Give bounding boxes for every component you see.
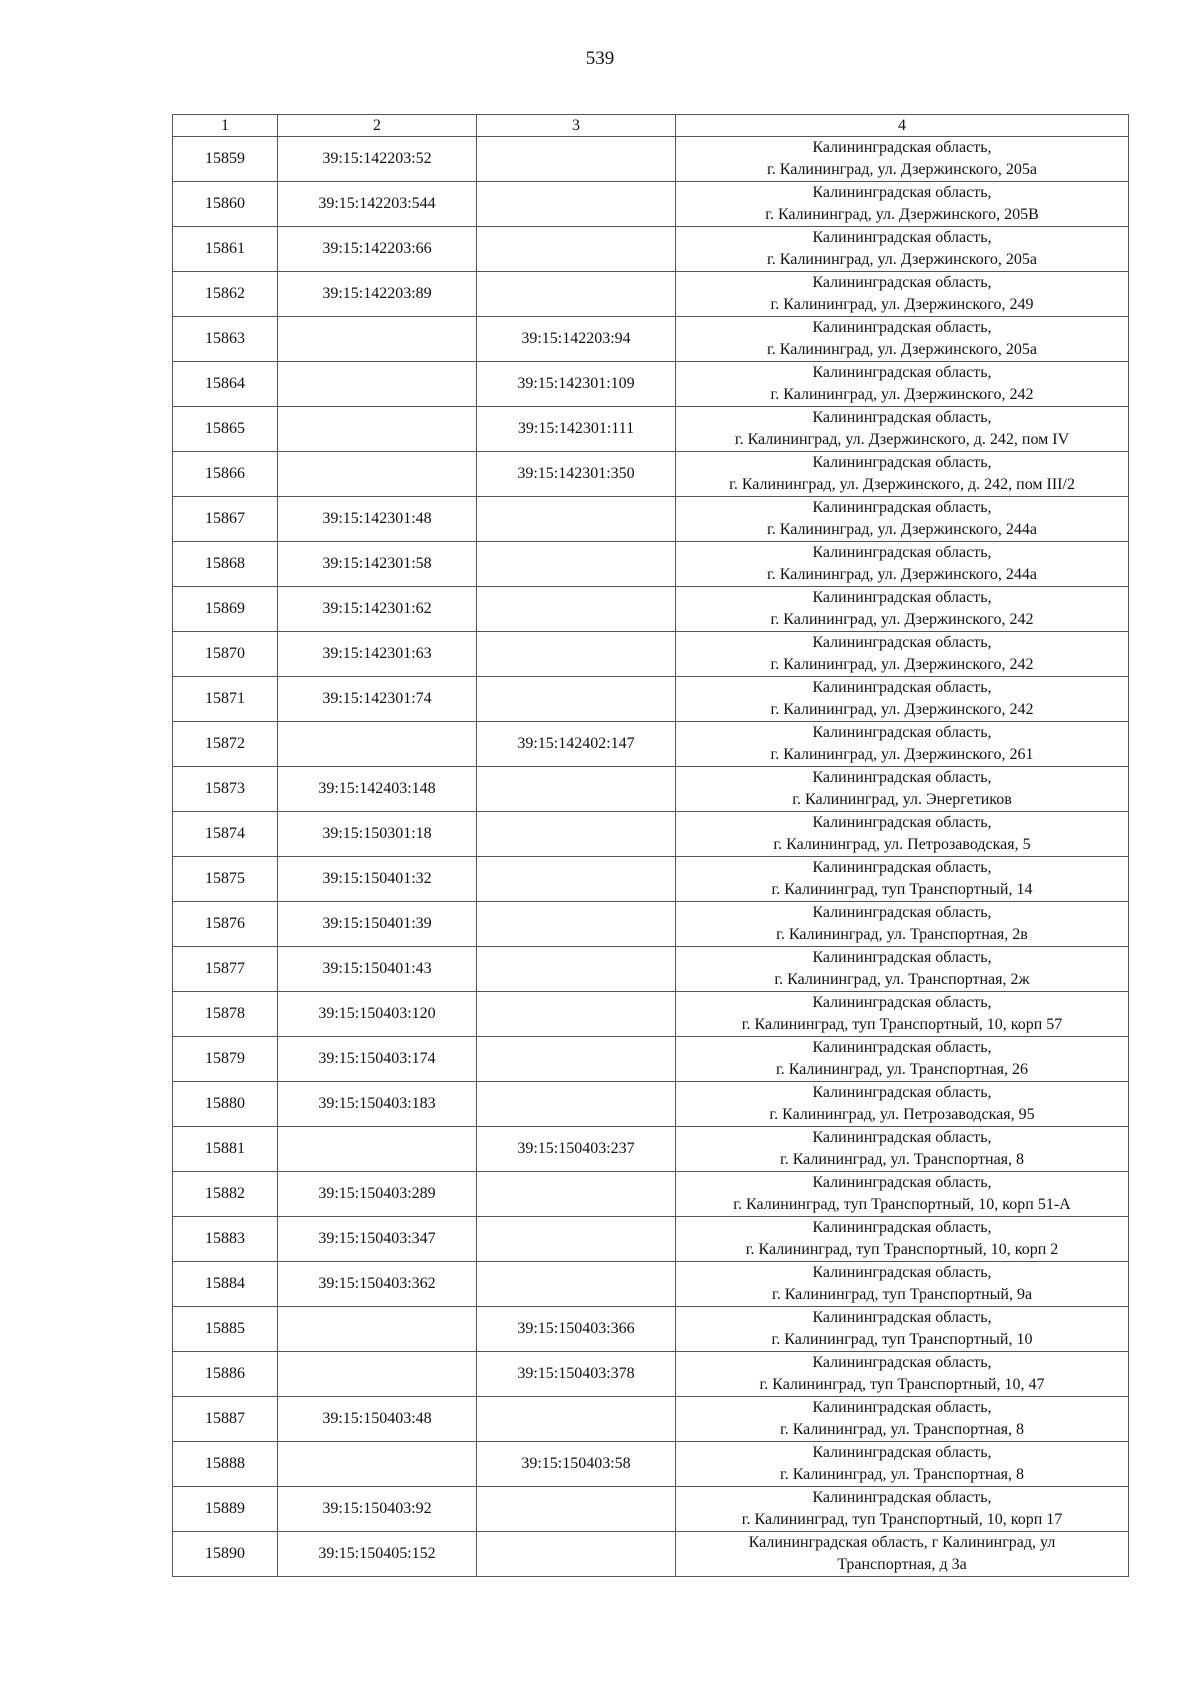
address-line-street: г. Калининград, ул. Дзержинского, 249 [770,296,1034,313]
address-line-street: г. Калининград, туп Транспортный, 10, корп 57 [741,1016,1063,1033]
cadastral-number-cell: 39:15:150403:92 [278,1487,477,1532]
cadastral-number-alt-cell [477,1082,676,1127]
cadastral-number-cell: 39:15:142203:89 [278,272,477,317]
address-line-region: Калининградская область, [812,679,992,696]
property-table [172,114,1129,1577]
table-row [173,407,1129,452]
row-number-cell: 15865 [173,407,278,452]
address-cell [676,137,1129,182]
address-cell [676,992,1129,1037]
table-row [173,137,1129,182]
cadastral-number-alt-cell [477,1262,676,1307]
address-line-region: Калининградская область, [812,994,992,1011]
address-cell [676,272,1129,317]
address-line-region: Калининградская область, [812,1354,992,1371]
address-line-region: Калининградская область, [812,769,992,786]
cadastral-number-cell: 39:15:142301:58 [278,542,477,587]
address-cell [676,407,1129,452]
row-number-cell: 15890 [173,1532,278,1577]
address-line-region: Калининградская область, [812,1264,992,1281]
address-cell [676,947,1129,992]
address-line-street: г. Калининград, ул. Дзержинского, 242 [770,701,1034,718]
row-number-cell: 15878 [173,992,278,1037]
address-line-street: г. Калининград, ул. Дзержинского, 261 [770,746,1034,763]
cadastral-number-alt-cell [477,947,676,992]
address-line-street: г. Калининград, ул. Дзержинского, 205а [766,161,1038,178]
row-number-cell: 15873 [173,767,278,812]
page-number: 539 [585,48,615,69]
address-cell [676,1532,1129,1577]
row-number-cell: 15867 [173,497,278,542]
address-line-region: Калининградская область, [812,409,992,426]
row-number-cell: 15862 [173,272,278,317]
cadastral-number-alt-cell [477,1037,676,1082]
table-row [173,227,1129,272]
cadastral-number-alt-cell: 39:15:142301:111 [477,407,676,452]
cadastral-number-cell: 39:15:150401:43 [278,947,477,992]
row-number-cell: 15881 [173,1127,278,1172]
row-number-cell: 15872 [173,722,278,767]
address-cell [676,1397,1129,1442]
row-number-cell: 15866 [173,452,278,497]
address-cell [676,227,1129,272]
row-number-cell: 15879 [173,1037,278,1082]
address-cell [676,1307,1129,1352]
cadastral-number-cell: 39:15:142403:148 [278,767,477,812]
header-cell-3: 3 [477,115,676,137]
address-line-region: Калининградская область, [812,1309,992,1326]
address-line-street: г. Калининград, туп Транспортный, 9а [771,1286,1033,1303]
table-row [173,1397,1129,1442]
table-row [173,1307,1129,1352]
address-line-region: Калининградская область, [812,139,992,156]
cadastral-number-alt-cell [477,272,676,317]
table-row [173,1532,1129,1577]
address-line-street: г. Калининград, ул. Петрозаводская, 5 [773,836,1031,853]
address-line-street: г. Калининград, ул. Транспортная, 2в [776,926,1028,943]
cadastral-number-cell: 39:15:150301:18 [278,812,477,857]
address-line-street: г. Калининград, туп Транспортный, 10, 47 [759,1376,1045,1393]
address-line-street: г. Калининград, ул. Дзержинского, 205а [766,251,1038,268]
table-row [173,272,1129,317]
address-cell [676,497,1129,542]
cadastral-number-alt-cell: 39:15:150403:58 [477,1442,676,1487]
row-number-cell: 15875 [173,857,278,902]
cadastral-number-cell: 39:15:150403:347 [278,1217,477,1262]
address-line-region: Калининградская область, [812,184,992,201]
cadastral-number-alt-cell [477,767,676,812]
address-line-street: г. Калининград, ул. Транспортная, 26 [775,1061,1029,1078]
cadastral-number-cell: 39:15:150401:32 [278,857,477,902]
table-row [173,992,1129,1037]
table-row [173,857,1129,902]
address-line-street: г. Калининград, ул. Петрозаводская, 95 [769,1106,1035,1123]
cadastral-number-alt-cell [477,1217,676,1262]
table-row [173,947,1129,992]
row-number-cell: 15885 [173,1307,278,1352]
header-cell-1: 1 [173,115,278,137]
address-line-region: Калининградская область, [812,634,992,651]
cadastral-number-alt-cell [477,1532,676,1577]
table-row [173,1037,1129,1082]
table-row [173,1352,1129,1397]
cadastral-number-alt-cell [477,677,676,722]
address-line-region: Калининградская область, г Калининград, ул [748,1534,1056,1551]
table-row [173,362,1129,407]
cadastral-number-alt-cell [477,182,676,227]
address-cell [676,587,1129,632]
cadastral-number-cell: 39:15:150403:48 [278,1397,477,1442]
address-cell [676,812,1129,857]
address-line-street: г. Калининград, туп Транспортный, 10, корп 2 [745,1241,1059,1258]
row-number-cell: 15882 [173,1172,278,1217]
cadastral-number-cell: 39:15:142301:74 [278,677,477,722]
cadastral-number-cell [278,452,477,497]
table-row [173,677,1129,722]
address-cell [676,362,1129,407]
address-line-region: Калининградская область, [812,904,992,921]
cadastral-number-cell: 39:15:150403:362 [278,1262,477,1307]
address-cell [676,1082,1129,1127]
address-line-region: Калининградская область, [812,1399,992,1416]
row-number-cell: 15877 [173,947,278,992]
cadastral-number-alt-cell: 39:15:150403:366 [477,1307,676,1352]
cadastral-number-alt-cell: 39:15:150403:378 [477,1352,676,1397]
table-row [173,1442,1129,1487]
address-cell [676,677,1129,722]
address-cell [676,182,1129,227]
address-line-region: Калининградская область, [812,1039,992,1056]
cadastral-number-alt-cell [477,812,676,857]
address-cell [676,542,1129,587]
table-row [173,452,1129,497]
address-line-street: г. Калининград, ул. Энергетиков [792,791,1012,808]
cadastral-number-alt-cell: 39:15:142203:94 [477,317,676,362]
row-number-cell: 15859 [173,137,278,182]
address-line-region: Калининградская область, [812,814,992,831]
row-number-cell: 15860 [173,182,278,227]
row-number-cell: 15871 [173,677,278,722]
table-row [173,1172,1129,1217]
table-row [173,1082,1129,1127]
row-number-cell: 15888 [173,1442,278,1487]
row-number-cell: 15884 [173,1262,278,1307]
address-line-region: Калининградская область, [812,724,992,741]
address-line-street: г. Калининград, ул. Дзержинского, 244а [766,521,1038,538]
address-line-region: Калининградская область, [812,454,992,471]
address-cell [676,452,1129,497]
cadastral-number-cell [278,407,477,452]
address-line-region: Калининградская область, [812,1219,992,1236]
cadastral-number-cell: 39:15:142301:48 [278,497,477,542]
address-line-region: Калининградская область, [812,274,992,291]
address-line-region: Калининградская область, [812,544,992,561]
header-cell-2: 2 [278,115,477,137]
address-cell [676,1172,1129,1217]
table-row [173,767,1129,812]
address-cell [676,1127,1129,1172]
table-row [173,317,1129,362]
table-row [173,1217,1129,1262]
address-line-street: г. Калининград, ул. Транспортная, 8 [779,1151,1025,1168]
address-line-street: г. Калининград, туп Транспортный, 14 [771,881,1033,898]
cadastral-number-alt-cell [477,992,676,1037]
address-line-region: Калининградская область, [812,1444,992,1461]
address-line-street: г. Калининград, ул. Дзержинского, 205В [765,206,1039,223]
table-row [173,587,1129,632]
address-line-region: Калининградская область, [812,1084,992,1101]
address-cell [676,1442,1129,1487]
table-row [173,542,1129,587]
cadastral-number-cell: 39:15:142301:62 [278,587,477,632]
address-line-street: г. Калининград, туп Транспортный, 10 [771,1331,1033,1348]
table-body [173,115,1129,1577]
cadastral-number-cell [278,722,477,767]
cadastral-number-alt-cell [477,587,676,632]
address-line-region: Калининградская область, [812,1174,992,1191]
cadastral-number-cell [278,1307,477,1352]
cadastral-number-cell: 39:15:142203:52 [278,137,477,182]
cadastral-number-alt-cell [477,1172,676,1217]
cadastral-number-alt-cell [477,227,676,272]
row-number-cell: 15880 [173,1082,278,1127]
address-line-street: г. Калининград, ул. Дзержинского, 205а [766,341,1038,358]
address-line-street: г. Калининград, туп Транспортный, 10, корп 17 [741,1511,1063,1528]
cadastral-number-alt-cell [477,632,676,677]
cadastral-number-alt-cell [477,137,676,182]
address-line-street: г. Калининград, ул. Транспортная, 8 [779,1466,1025,1483]
row-number-cell: 15886 [173,1352,278,1397]
cadastral-number-alt-cell [477,542,676,587]
cadastral-number-alt-cell: 39:15:142301:350 [477,452,676,497]
table-row [173,1487,1129,1532]
cadastral-number-alt-cell [477,902,676,947]
cadastral-number-cell: 39:15:150403:120 [278,992,477,1037]
address-line-street: г. Калининград, ул. Дзержинского, 242 [770,656,1034,673]
cadastral-number-alt-cell [477,857,676,902]
row-number-cell: 15874 [173,812,278,857]
table-row [173,1262,1129,1307]
cadastral-number-cell: 39:15:150403:174 [278,1037,477,1082]
address-line-street: г. Калининград, ул. Дзержинского, 244а [766,566,1038,583]
cadastral-number-cell [278,317,477,362]
address-cell [676,1487,1129,1532]
row-number-cell: 15889 [173,1487,278,1532]
address-cell [676,722,1129,767]
address-cell [676,632,1129,677]
address-line-street: г. Калининград, ул. Дзержинского, д. 242, пом III/2 [729,476,1075,493]
header-cell-4: 4 [676,115,1129,137]
cadastral-number-cell: 39:15:150405:152 [278,1532,477,1577]
cadastral-number-cell: 39:15:142203:544 [278,182,477,227]
row-number-cell: 15864 [173,362,278,407]
cadastral-number-cell [278,362,477,407]
address-cell [676,1262,1129,1307]
cadastral-number-cell [278,1127,477,1172]
address-line-street: г. Калининград, ул. Дзержинского, д. 242, пом IV [734,431,1070,448]
table-row [173,1127,1129,1172]
cadastral-number-cell [278,1442,477,1487]
row-number-cell: 15870 [173,632,278,677]
cadastral-number-cell: 39:15:150401:39 [278,902,477,947]
address-line-street: г. Калининград, ул. Транспортная, 2ж [774,971,1030,988]
address-line-street: г. Калининград, ул. Транспортная, 8 [779,1421,1025,1438]
address-line-street: г. Калининград, ул. Дзержинского, 242 [770,611,1034,628]
address-cell [676,902,1129,947]
table-row [173,182,1129,227]
address-cell [676,1352,1129,1397]
row-number-cell: 15863 [173,317,278,362]
address-line-region: Калининградская область, [812,949,992,966]
table-row [173,902,1129,947]
address-line-region: Калининградская область, [812,589,992,606]
address-cell [676,317,1129,362]
cadastral-number-cell [278,1352,477,1397]
address-line-street: г. Калининград, ул. Дзержинского, 242 [770,386,1034,403]
address-line-street: Транспортная, д 3а [837,1556,967,1573]
table-row [173,812,1129,857]
table-row [173,497,1129,542]
row-number-cell: 15887 [173,1397,278,1442]
table-row [173,722,1129,767]
row-number-cell: 15869 [173,587,278,632]
address-line-street: г. Калининград, туп Транспортный, 10, корп 51-А [733,1196,1071,1213]
cadastral-number-alt-cell: 39:15:142301:109 [477,362,676,407]
address-cell [676,1217,1129,1262]
address-line-region: Калининградская область, [812,499,992,516]
address-line-region: Калининградская область, [812,319,992,336]
address-line-region: Калининградская область, [812,1129,992,1146]
row-number-cell: 15876 [173,902,278,947]
address-line-region: Калининградская область, [812,364,992,381]
address-line-region: Калининградская область, [812,859,992,876]
cadastral-number-alt-cell: 39:15:142402:147 [477,722,676,767]
address-cell [676,857,1129,902]
cadastral-number-alt-cell [477,1397,676,1442]
cadastral-number-alt-cell [477,497,676,542]
cadastral-number-cell: 39:15:142203:66 [278,227,477,272]
cadastral-number-alt-cell: 39:15:150403:237 [477,1127,676,1172]
cadastral-number-cell: 39:15:150403:289 [278,1172,477,1217]
address-cell [676,767,1129,812]
table-header-row [173,115,1129,137]
cadastral-number-cell: 39:15:142301:63 [278,632,477,677]
row-number-cell: 15861 [173,227,278,272]
cadastral-number-alt-cell [477,1487,676,1532]
address-cell [676,1037,1129,1082]
row-number-cell: 15868 [173,542,278,587]
cadastral-number-cell: 39:15:150403:183 [278,1082,477,1127]
address-line-region: Калининградская область, [812,1489,992,1506]
table-row [173,632,1129,677]
row-number-cell: 15883 [173,1217,278,1262]
address-line-region: Калининградская область, [812,229,992,246]
